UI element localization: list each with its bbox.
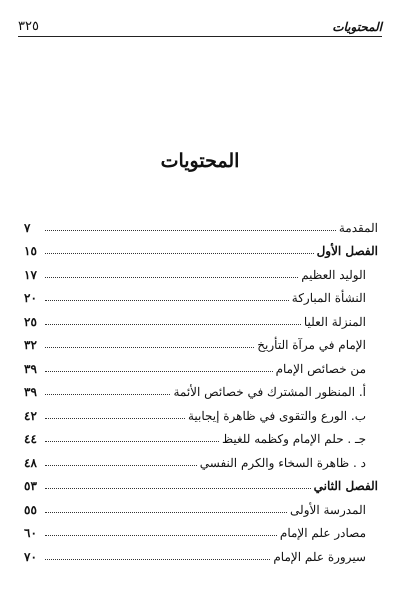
- dot-leader: [45, 559, 270, 560]
- toc-entry-page: ٧٠: [24, 549, 37, 564]
- toc-entry: [24, 516, 378, 540]
- page-number: ٣٢٥: [18, 19, 39, 34]
- toc-entry: [24, 398, 378, 422]
- toc-entry-label: من خصائص الإمام: [275, 361, 366, 376]
- toc-entry: [24, 281, 378, 305]
- toc-entry-page: ٢٥: [24, 314, 37, 329]
- dot-leader: [45, 277, 298, 278]
- toc-entry-chapter-two: [24, 469, 378, 493]
- toc-entry-page: ١٥: [24, 244, 37, 258]
- toc-entry: [24, 257, 378, 281]
- toc-entry-label: المدرسة الأولى: [290, 502, 366, 517]
- toc-entry-page: ٤٨: [24, 455, 37, 470]
- running-title: المحتويات: [332, 20, 382, 34]
- toc-entry: [24, 539, 378, 563]
- dot-leader: [45, 512, 287, 513]
- dot-leader: [45, 371, 273, 372]
- toc-entry: [24, 375, 378, 399]
- toc-entry-page: ٣٢: [24, 338, 37, 352]
- toc-entry-label: سيرورة علم الإمام: [273, 549, 366, 564]
- toc-entry-label: الفصل الأول: [316, 244, 378, 258]
- dot-leader: [45, 253, 314, 254]
- toc-entry: [24, 492, 378, 516]
- toc-entry-label: الفصل الثاني: [313, 479, 378, 493]
- toc-entry: [24, 304, 378, 328]
- toc-entry-label: جـ . حلم الإمام وكظمه للغيظ: [221, 432, 366, 446]
- toc-entry: [24, 351, 378, 375]
- page-header: [18, 12, 382, 37]
- toc-entry: [24, 328, 378, 352]
- dot-leader: [45, 324, 301, 325]
- toc-entry-page: ٧: [24, 220, 31, 235]
- toc-entry-label: ب. الورع والتقوى في ظاهرة إيجابية: [187, 408, 366, 423]
- dot-leader: [45, 488, 311, 489]
- toc-entry-page: ٣٩: [24, 361, 37, 376]
- table-of-contents: [24, 210, 378, 563]
- toc-entry: [24, 422, 378, 446]
- toc-entry-label: مصادر علم الإمام: [279, 526, 366, 540]
- dot-leader: [45, 300, 289, 301]
- toc-entry-page: ٣٩: [24, 385, 37, 399]
- dot-leader: [45, 394, 170, 395]
- dot-leader: [45, 441, 219, 442]
- toc-entry-page: ٥٥: [24, 502, 37, 517]
- toc-entry: [24, 445, 378, 469]
- toc-entry-chapter-one: [24, 234, 378, 258]
- toc-entry-label: الإمام في مرآة التأريخ: [257, 338, 366, 352]
- toc-entry-introduction: [24, 210, 378, 234]
- dot-leader: [45, 418, 185, 419]
- dot-leader: [45, 535, 277, 536]
- toc-entry-page: ٢٠: [24, 291, 37, 305]
- dot-leader: [45, 230, 336, 231]
- toc-title: المحتويات: [160, 150, 240, 172]
- dot-leader: [45, 347, 254, 348]
- toc-entry-page: ١٧: [24, 267, 37, 282]
- toc-entry-label: أ. المنظور المشترك في خصائص الأئمة: [173, 385, 366, 399]
- toc-entry-label: المنزلة العليا: [303, 314, 366, 329]
- toc-entry-page: ٤٢: [24, 408, 37, 423]
- toc-entry-label: المقدمة: [338, 220, 378, 235]
- toc-entry-label: الوليد العظيم: [301, 267, 366, 282]
- toc-entry-label: د . ظاهرة السخاء والكرم النفسي: [199, 455, 366, 470]
- dot-leader: [45, 465, 197, 466]
- toc-entry-page: ٦٠: [24, 526, 37, 540]
- toc-entry-page: ٥٣: [24, 479, 37, 493]
- toc-entry-page: ٤٤: [24, 432, 37, 446]
- toc-entry-label: النشأة المباركة: [291, 291, 366, 305]
